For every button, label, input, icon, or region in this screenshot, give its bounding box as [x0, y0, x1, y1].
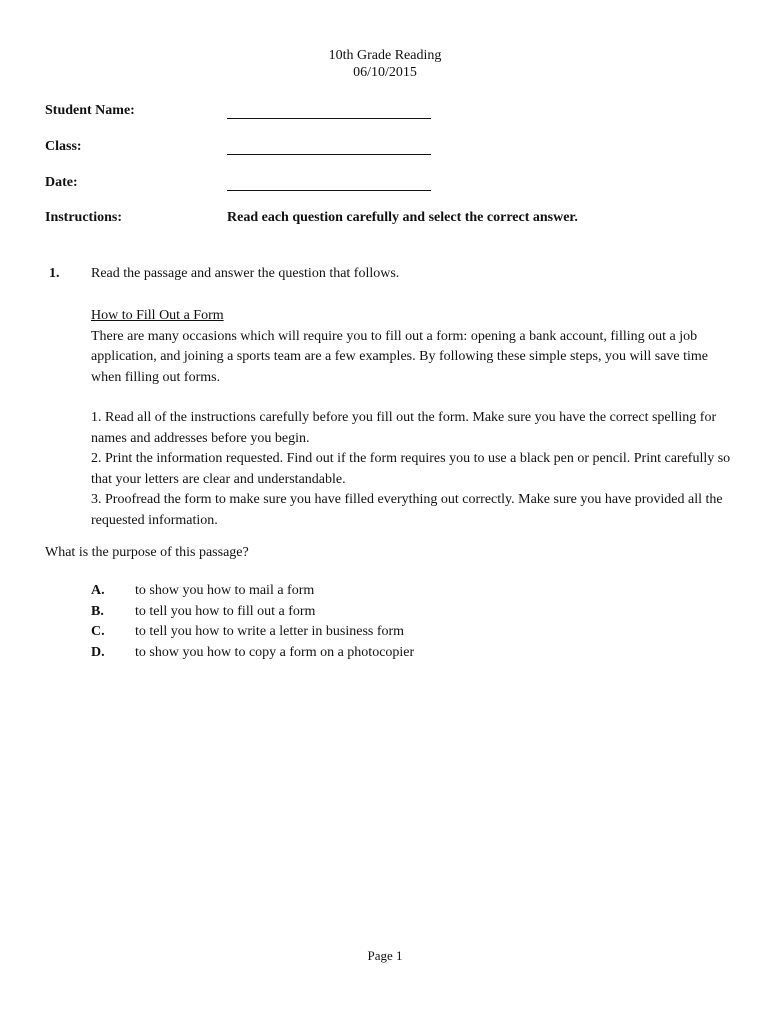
page-number: Page 1: [367, 948, 403, 963]
reading-passage: [91, 306, 731, 531]
question-prompt: Read the passage and answer the question that follows.: [91, 266, 400, 281]
instructions-label: Instructions:: [45, 210, 123, 225]
answer-option-c[interactable]: [91, 622, 691, 643]
document-title: 10th Grade Reading: [328, 48, 442, 63]
answer-option-a[interactable]: [91, 581, 691, 602]
instructions-row: [45, 210, 735, 230]
option-letter: B.: [91, 603, 104, 619]
instructions-text: Read each question carefully and select the correct answer.: [227, 210, 578, 225]
option-text: to show you how to mail a form: [135, 583, 315, 598]
class-blank: [227, 154, 431, 155]
option-letter: C.: [91, 624, 105, 639]
option-text: to tell you how to fill out a form: [135, 603, 316, 619]
date-row: [45, 175, 735, 195]
answer-option-d[interactable]: [91, 643, 691, 664]
passage-steps: [91, 408, 731, 531]
passage-step: 1. Read all of the instructions carefully before you fill out the form. Make sure you have the correct spelling for names and addresses before you begin.: [91, 410, 717, 446]
student-name-label: Student Name:: [45, 103, 135, 118]
passage-intro: There are many occasions which will require you to fill out a form: opening a bank account, filling out a job application, and joining a sports team are a few examples. By following these simple steps, you will save time when filling out forms.: [91, 328, 709, 385]
question-stem: What is the purpose of this passage?: [45, 545, 249, 560]
passage-step: 3. Proofread the form to make sure you have filled everything out correctly. Make sure you have provided all the requested information.: [91, 492, 723, 528]
student-name-row: [45, 103, 735, 123]
student-name-blank: [227, 118, 431, 119]
option-letter: A.: [91, 583, 105, 598]
question-number: 1.: [49, 266, 60, 281]
document-date: 06/10/2015: [353, 65, 417, 80]
date-label: Date:: [45, 175, 78, 190]
option-letter: D.: [91, 644, 105, 660]
answer-options: [91, 581, 691, 663]
document-header: [0, 47, 770, 81]
option-text: to show you how to copy a form on a photocopier: [135, 644, 415, 660]
passage-step: 2. Print the information requested. Find out if the form requires you to use a black pen or pencil. Print carefully so that your letters are clear and understandable.: [91, 451, 731, 487]
answer-option-b[interactable]: [91, 602, 691, 623]
class-row: [45, 139, 735, 159]
date-blank: [227, 190, 431, 191]
class-label: Class:: [45, 139, 82, 154]
passage-title: How to Fill Out a Form: [91, 308, 224, 323]
option-text: to tell you how to write a letter in business form: [135, 624, 405, 639]
